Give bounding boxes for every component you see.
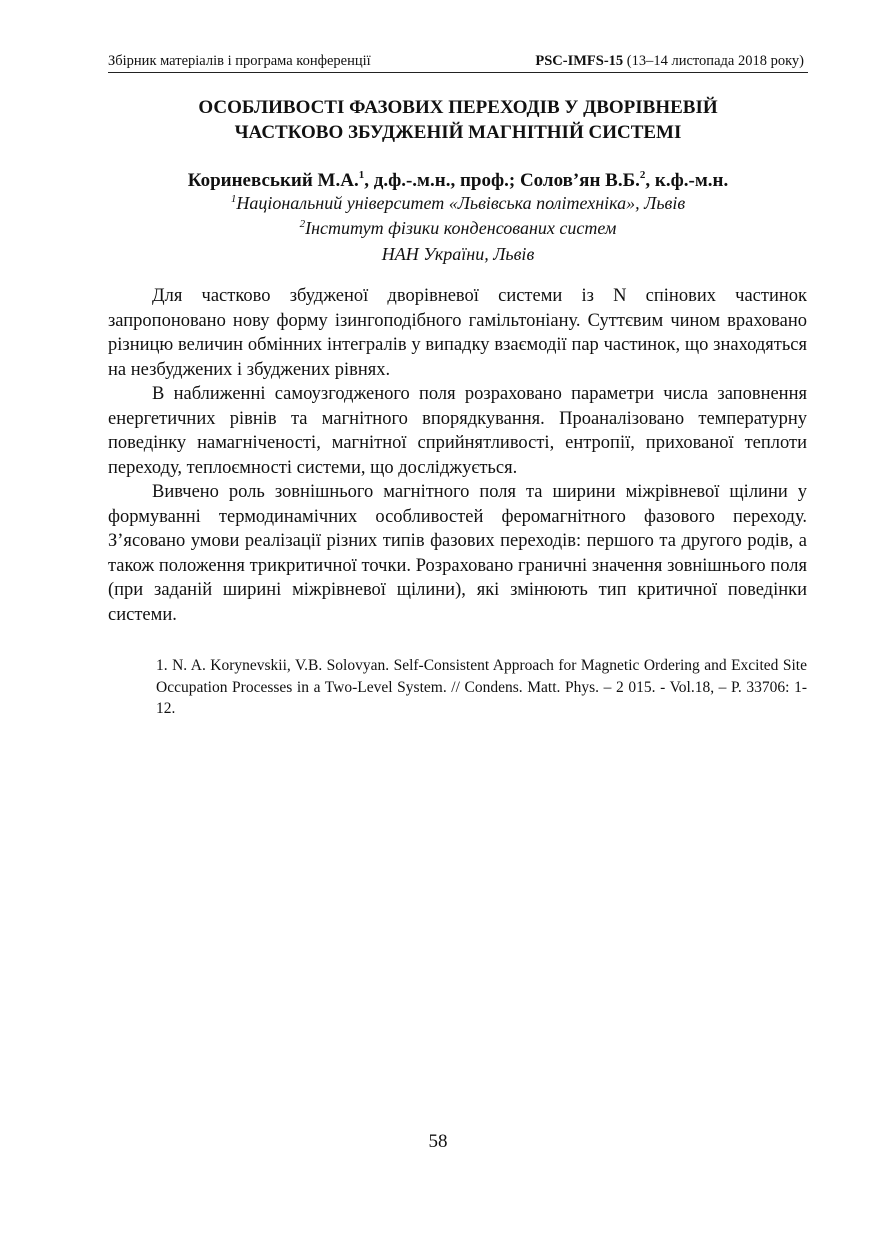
affiliation-1-mark: 1: [230, 193, 237, 205]
author-1-degree: , д.ф.-.м.н., проф.;: [364, 170, 520, 191]
affiliation-1-text: Національний університет «Львівська політехніка», Львів: [236, 193, 686, 213]
paper-title: [108, 95, 808, 145]
header-conference-code: PSC-IMFS-15: [535, 53, 624, 69]
author-1-affiliation-mark: 1: [358, 169, 365, 181]
author-2-degree: , к.ф.-м.н.: [645, 170, 729, 191]
abstract-paragraph-2: В наближенні самоузгодженого поля розраховано параметри числа заповнення енергетичних рівнів та магнітного впорядкування. Проаналізовано температурну поведінку намагніченості, магнітної сприйнятливості, ентропії, прихованої теплоти переходу, теплоємності системи, що досліджується.: [108, 384, 807, 478]
abstract-paragraph-3: Вивчено роль зовнішнього магнітного поля та ширини міжрівневої щілини у формуванні термодинамічних особливостей феромагнітного фазового переходу. З’ясовано умови реалізації різних типів фазових переходів: першого та другого родів, а також положення трикритичної точки. Розраховано граничні значення зовнішнього поля (при заданій ширині міжрівневої щілини), які змінюють тип критичної поведінки системи.: [108, 482, 807, 625]
header-collection-title: Збірник матеріалів і програма конференції: [108, 53, 371, 69]
paper-title-line-1: ОСОБЛИВОСТІ ФАЗОВИХ ПЕРЕХОДІВ У ДВОРІВНЕВІЙ: [198, 97, 718, 118]
author-2-name: Солов’ян В.Б.: [519, 170, 640, 191]
affiliation-2-text: Інститут фізики конденсованих систем: [305, 218, 617, 238]
paper-title-line-2: ЧАСТКОВО ЗБУДЖЕНІЙ МАГНІТНІЙ СИСТЕМІ: [234, 122, 682, 143]
author-2-affiliation-mark: 2: [639, 169, 646, 181]
reference-item: 1. N. A. Korynevskii, V.B. Solovyan. Self-Consistent Approach for Magnetic Ordering and Excited Site Occupation Processes in a Two-Level System. // Condens. Matt. Phys. – 2 015. - Vol.18, – P. 33706: 1-12.: [156, 657, 807, 717]
page-number: 58: [428, 1131, 448, 1152]
abstract-paragraph-1: Для частково збудженої дворівневої системи із N спінових частинок запропоновано нову форму ізингоподібного гамільтоніану. Суттєвим чином враховано різницю величин обмінних інтегралів у випадку взаємодії пар частинок, що знаходяться на незбуджених і збуджених рівнях.: [108, 286, 807, 380]
affiliation-2: [108, 217, 808, 239]
header-conference-info: [535, 53, 804, 70]
reference-list: [156, 655, 807, 720]
header-conference-dates: (13–14 листопада 2018 року): [623, 53, 804, 69]
affiliation-2-mark: 2: [299, 218, 306, 230]
affiliation-2-continued: НАН України, Львів: [381, 244, 535, 264]
author-line: [108, 169, 808, 193]
abstract-body: [108, 284, 807, 627]
running-header: [108, 52, 808, 73]
author-1-name: Кориневський М.А.: [187, 170, 359, 191]
affiliation-1: [108, 192, 808, 214]
